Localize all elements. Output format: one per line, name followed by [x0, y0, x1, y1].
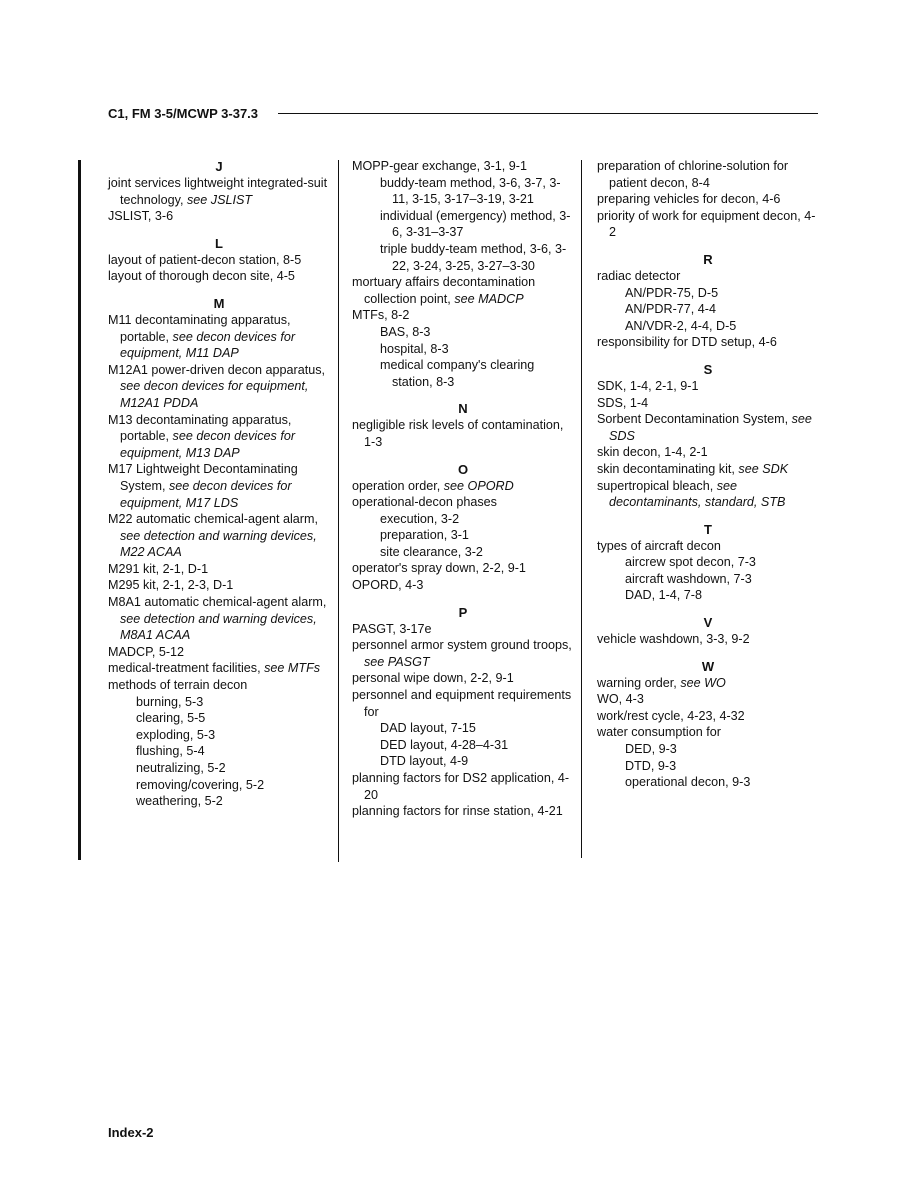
change-bar	[78, 160, 81, 860]
index-subentry: exploding, 5-3	[136, 727, 216, 742]
index-entry: SDK, 1-4, 2-1, 9-1	[597, 378, 699, 393]
index-entry: layout of thorough decon site, 4-5	[108, 269, 295, 284]
index-subentry: preparation, 3-1	[380, 528, 469, 543]
section-letter-w: W	[701, 658, 715, 674]
index-entry: warning order, see WO	[597, 675, 726, 690]
index-entry: mortuary affairs decontamination collection point, see MADCP	[352, 275, 536, 306]
section-letter-m: M	[213, 295, 225, 311]
index-entry: M17 Lightweight Decontaminating System, see decon devices for equipment, M17 LDS	[108, 462, 298, 510]
index-entry: planning factors for rinse station, 4-21	[352, 804, 563, 819]
index-entry: M8A1 automatic chemical-agent alarm, see detection and warning devices, M8A1 ACAA	[108, 595, 327, 643]
index-entry: JSLIST, 3-6	[108, 209, 174, 224]
index-subentry: site clearance, 3-2	[380, 544, 483, 559]
index-subentry: removing/covering, 5-2	[136, 777, 265, 792]
section-letter-j: J	[215, 159, 223, 174]
index-entry: M12A1 power-driven decon apparatus, see decon devices for equipment, M12A1 PDDA	[108, 362, 326, 410]
index-entry: personal wipe down, 2-2, 9-1	[352, 671, 514, 686]
index-subentry: DTD, 9-3	[625, 758, 677, 773]
section-letter-n: N	[458, 401, 468, 417]
index-subentry: flushing, 5-4	[136, 744, 205, 759]
index-subentry: AN/PDR-77, 4-4	[625, 302, 716, 317]
index-subentry: medical company's clearing station, 8-3	[380, 358, 535, 389]
index-subentry: DED, 9-3	[625, 742, 677, 757]
index-subentry: DED layout, 4-28–4-31	[380, 737, 509, 752]
index-column-2	[352, 158, 574, 820]
index-entry: PASGT, 3-17e	[352, 621, 432, 636]
column-divider-2	[581, 160, 582, 858]
index-subentry: execution, 3-2	[380, 511, 460, 526]
section-letter-v: V	[703, 615, 713, 631]
index-entry: skin decontaminating kit, see SDK	[597, 461, 789, 476]
index-subentry: buddy-team method, 3-6, 3-7, 3-11, 3-15, 3-17–3-19, 3-21	[380, 175, 561, 207]
index-column-1	[108, 158, 330, 810]
index-entry: M291 kit, 2-1, D-1	[108, 561, 209, 576]
index-subentry: operational decon, 9-3	[625, 775, 751, 790]
index-entry: MADCP, 5-12	[108, 644, 185, 659]
section-letter-o: O	[457, 461, 469, 477]
index-entry: OPORD, 4-3	[352, 578, 424, 593]
index-entry: types of aircraft decon	[597, 538, 721, 553]
index-subentry: aircrew spot decon, 7-3	[625, 555, 756, 570]
index-subentry: clearing, 5-5	[136, 711, 206, 726]
index-entry: M11 decontaminating apparatus, portable, see decon devices for equipment, M11 DAP	[108, 312, 296, 361]
index-entry: MOPP-gear exchange, 3-1, 9-1	[352, 159, 528, 173]
index-subentry: aircraft washdown, 7-3	[625, 571, 752, 586]
index-entry: radiac detector	[597, 268, 681, 283]
column-divider-1	[338, 160, 339, 862]
index-entry: personnel armor system ground troops, see PASGT	[352, 638, 572, 669]
index-entry: M22 automatic chemical-agent alarm, see detection and warning devices, M22 ACAA	[108, 512, 318, 560]
index-entry: skin decon, 1-4, 2-1	[597, 445, 708, 460]
index-entry: priority of work for equipment decon, 4-2	[597, 208, 816, 240]
page-number: Index-2	[108, 1125, 154, 1140]
running-header: C1, FM 3-5/MCWP 3-37.3	[108, 106, 259, 121]
index-entry: M13 decontaminating apparatus, portable, see decon devices for equipment, M13 DAP	[108, 412, 296, 460]
index-entry: MTFs, 8-2	[352, 308, 410, 323]
index-entry: M295 kit, 2-1, 2-3, D-1	[108, 578, 234, 593]
index-entry: medical-treatment facilities, see MTFs	[108, 661, 321, 676]
index-entry: work/rest cycle, 4-23, 4-32	[597, 708, 745, 723]
index-entry: responsibility for DTD setup, 4-6	[597, 335, 777, 350]
index-entry: SDS, 1-4	[597, 395, 649, 410]
index-entry: operation order, see OPORD	[352, 478, 514, 493]
index-subentry: neutralizing, 5-2	[136, 761, 226, 775]
index-subentry: hospital, 8-3	[380, 341, 449, 356]
index-column-3	[597, 158, 819, 791]
index-subentry: BAS, 8-3	[380, 324, 431, 339]
index-entry: personnel and equipment requirements for	[352, 688, 572, 719]
index-entry: planning factors for DS2 application, 4-20	[352, 771, 570, 802]
index-entry: layout of patient-decon station, 8-5	[108, 252, 302, 267]
section-letter-t: T	[704, 521, 712, 537]
index-entry: water consumption for	[597, 725, 721, 740]
index-subentry: AN/VDR-2, 4-4, D-5	[625, 318, 737, 333]
index-entry: Sorbent Decontamination System, see SDS	[597, 412, 812, 443]
header-rule	[278, 113, 818, 114]
index-subentry: burning, 5-3	[136, 694, 204, 709]
index-subentry: weathering, 5-2	[136, 794, 223, 809]
index-entry: methods of terrain decon	[108, 678, 248, 693]
index-entry: negligible risk levels of contamination, 1-3	[352, 418, 564, 449]
section-letter-p: P	[458, 604, 468, 620]
index-entry: joint services lightweight integrated-suit technology, see JSLIST	[108, 176, 328, 207]
index-entry: preparation of chlorine-solution for patient decon, 8-4	[597, 159, 789, 190]
index-entry: operational-decon phases	[352, 495, 497, 510]
index-entry: vehicle washdown, 3-3, 9-2	[597, 632, 750, 647]
section-letter-s: S	[703, 361, 713, 377]
section-letter-l: L	[215, 235, 223, 251]
section-letter-r: R	[703, 251, 713, 267]
index-subentry: triple buddy-team method, 3-6, 3-22, 3-24, 3-25, 3-27–3-30	[380, 241, 567, 273]
index-subentry: DAD, 1-4, 7-8	[625, 588, 702, 603]
index-subentry: AN/PDR-75, D-5	[625, 285, 719, 300]
index-subentry: DTD layout, 4-9	[380, 754, 469, 769]
index-entry: supertropical bleach, see decontaminants, standard, STB	[597, 478, 786, 510]
index-entry: operator's spray down, 2-2, 9-1	[352, 561, 526, 576]
index-entry: WO, 4-3	[597, 692, 644, 707]
index-subentry: individual (emergency) method, 3-6, 3-31–3-37	[380, 208, 571, 240]
index-entry: preparing vehicles for decon, 4-6	[597, 192, 781, 207]
index-subentry: DAD layout, 7-15	[380, 721, 476, 736]
